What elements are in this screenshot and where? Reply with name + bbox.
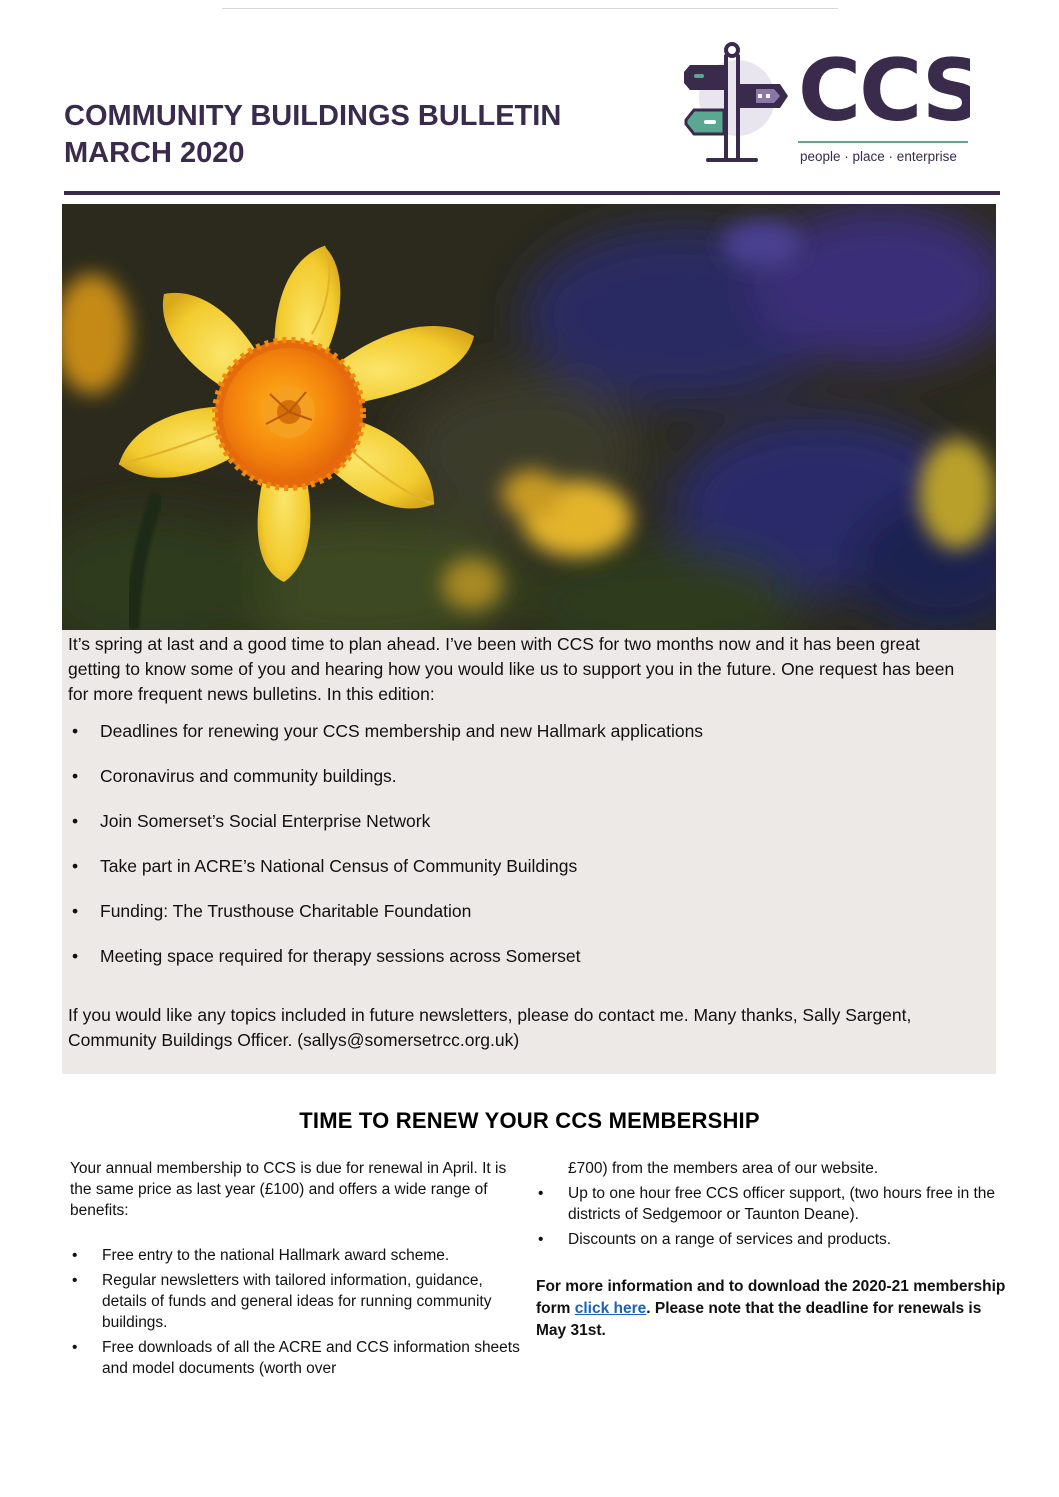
list-item — [68, 719, 972, 764]
benefit-text: Free downloads of all the ACRE and CCS information sheets and model documents (worth over — [102, 1339, 520, 1377]
membership-intro: Your annual membership to CCS is due for renewal in April. It is the same price as last year (£100) and offers a wide range of benefits: — [70, 1160, 507, 1219]
list-item — [70, 1337, 530, 1379]
edition-topic-list — [68, 719, 972, 989]
list-item — [68, 944, 972, 989]
membership-form-link[interactable]: click here — [574, 1300, 647, 1317]
logo-wordmark: CCS — [798, 41, 970, 141]
list-item-text: Funding: The Trusthouse Charitable Foundation — [100, 901, 472, 921]
daffodil-hero-image — [62, 204, 996, 630]
membership-right-column — [536, 1158, 1006, 1342]
deadline-text: . Please note that the deadline for renewals is May 31st. — [536, 1300, 982, 1339]
bullet: • — [72, 1247, 78, 1264]
benefit-text: Regular newsletters with tailored information, guidance, details of funds and general ideas for running community buildings. — [102, 1272, 492, 1331]
bullet: • — [72, 1272, 78, 1289]
list-item-text: Take part in ACRE’s National Census of Community Buildings — [100, 856, 578, 876]
header-divider — [64, 191, 1000, 195]
more-info-paragraph — [536, 1276, 1006, 1342]
bullet: • — [538, 1185, 544, 1202]
membership-left-column — [70, 1158, 530, 1379]
top-divider — [222, 8, 838, 9]
list-item — [70, 1270, 530, 1333]
bullet: • — [72, 811, 79, 831]
bullet: • — [72, 856, 79, 876]
list-item-text: Join Somerset’s Social Enterprise Network — [100, 811, 431, 831]
title-line-1: COMMUNITY BUILDINGS BULLETIN — [64, 100, 562, 132]
bullet: • — [538, 1231, 544, 1248]
list-item — [68, 809, 972, 854]
benefits-list-continued — [536, 1183, 1006, 1250]
intro-closing: If you would like any topics included in future newsletters, please do contact me. Many thanks, Sally Sargent, Community Buildings Officer. (sallys@somersetrcc.org.uk) — [68, 1005, 912, 1050]
list-item — [70, 1245, 530, 1266]
title-line-2: MARCH 2020 — [64, 137, 245, 169]
intro-panel — [62, 630, 996, 1074]
more-info-text: For more information and to download the 2020-21 membership form — [536, 1278, 1006, 1317]
benefits-list — [70, 1245, 530, 1379]
list-item — [68, 764, 972, 809]
daffodil-illustration — [62, 204, 996, 630]
bullet: • — [72, 901, 79, 921]
list-item-text: Meeting space required for therapy sessions across Somerset — [100, 946, 581, 966]
list-item — [68, 899, 972, 944]
list-item-text: Coronavirus and community buildings. — [100, 766, 397, 786]
benefit-text: Up to one hour free CCS officer support, (two hours free in the districts of Sedgemoor or Taunton Deane). — [568, 1185, 996, 1223]
benefit-text: Discounts on a range of services and products. — [568, 1231, 892, 1248]
signpost-logo-icon — [670, 38, 970, 170]
list-item-text: Deadlines for renewing your CCS membership and new Hallmark applications — [100, 721, 704, 741]
logo-tagline: people · place · enterprise — [800, 149, 957, 164]
ccs-logo — [670, 38, 970, 170]
bullet: • — [72, 766, 79, 786]
list-item — [536, 1183, 1006, 1225]
page-title — [64, 98, 561, 172]
bullet: • — [72, 946, 79, 966]
list-item — [536, 1229, 1006, 1250]
bullet: • — [72, 1339, 78, 1356]
benefit-continued: £700) from the members area of our website. — [568, 1160, 879, 1177]
membership-heading: TIME TO RENEW YOUR CCS MEMBERSHIP — [299, 1108, 760, 1133]
benefit-text: Free entry to the national Hallmark award scheme. — [102, 1247, 450, 1264]
intro-paragraph: It’s spring at last and a good time to plan ahead. I’ve been with CCS for two months now and it has been great getting to know some of you and hearing how you would like us to support you in the future. One request has been for more frequent news bulletins. In this edition: — [68, 634, 955, 704]
list-item — [68, 854, 972, 899]
bullet: • — [72, 721, 79, 741]
